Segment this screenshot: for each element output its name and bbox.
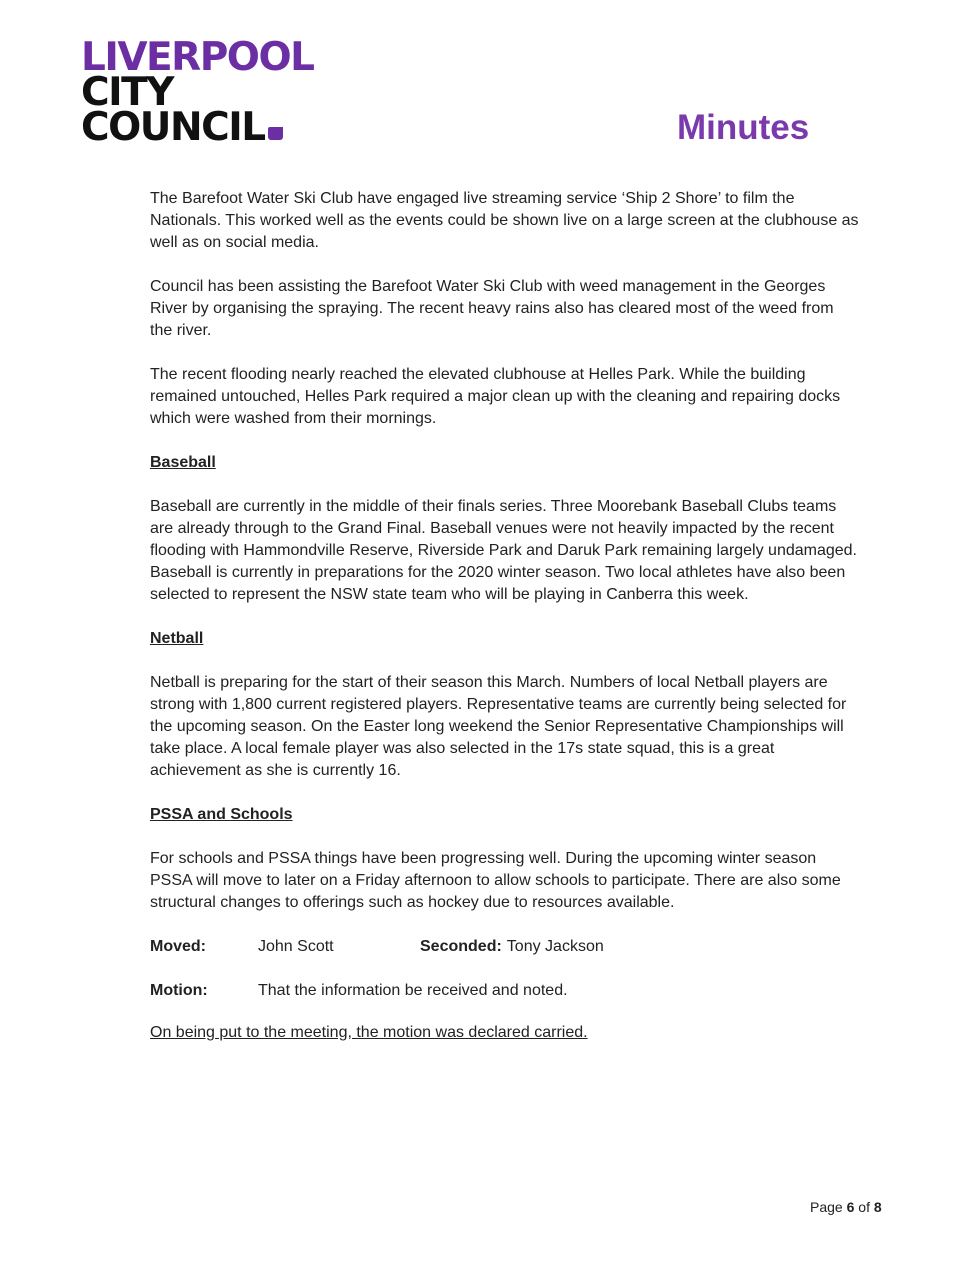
seconded-by: Tony Jackson xyxy=(506,938,604,955)
page-current: 6 xyxy=(846,1199,855,1215)
motion-label: Motion: xyxy=(150,982,208,999)
moved-label: Moved: xyxy=(150,938,206,955)
logo-mark-icon xyxy=(268,127,283,140)
paragraph-netball: Netball is preparing for the start of their season this March. Numbers of local Netball players are strong with 1,800 current registered players. Representative teams are currently being selected for the upcoming season. On the Easter long weekend the Senior Representative Championships will take place. A local female player was also selected in the 17s state squad, this is a great achievement as she is currently 16. xyxy=(150,674,847,779)
paragraph-live-streaming: The Barefoot Water Ski Club have engaged live streaming service ‘Ship 2 Shore’ to film the Nationals. This worked well as the events could be shown live on a large screen at the clubhouse as well as on social media. xyxy=(150,190,859,251)
heading-baseball: Baseball xyxy=(150,454,216,471)
of-word: of xyxy=(858,1199,870,1215)
paragraph-weed-management: Council has been assisting the Barefoot Water Ski Club with weed management in the Georges River by organising the spraying. The recent heavy rains also has cleared most of the weed from the river. xyxy=(150,278,834,339)
logo-line-council xyxy=(81,105,313,150)
heading-netball: Netball xyxy=(150,630,204,647)
logo-line-liverpool: LIVERPOOL xyxy=(81,35,314,80)
page-total: 8 xyxy=(873,1199,882,1215)
moved-by: John Scott xyxy=(258,938,334,955)
logo-line-city: CITY xyxy=(81,70,173,115)
logo-council-text: COUNCIL xyxy=(81,105,265,150)
minutes-body xyxy=(150,188,860,1044)
motion-declaration: On being put to the meeting, the motion was declared carried. xyxy=(150,1024,588,1041)
council-logo xyxy=(81,35,314,150)
paragraph-baseball: Baseball are currently in the middle of their finals series. Three Moorebank Baseball Clubs teams are already through to the Grand Final. Baseball venues were not heavily impacted by the recent flooding with Hammondville Reserve, Riverside Park and Daruk Park remaining largely undamaged. Baseball is currently in preparations for the 2020 winter season. Two local athletes have also been selected to represent the NSW state team who will be playing in Canberra this week. xyxy=(150,498,857,603)
moved-seconded-row xyxy=(150,936,860,958)
motion-text: That the information be received and noted. xyxy=(258,982,568,999)
seconded-label: Seconded: xyxy=(420,938,502,955)
motion-row xyxy=(150,980,860,1002)
heading-pssa-schools: PSSA and Schools xyxy=(150,806,293,823)
page-word: Page xyxy=(810,1199,843,1215)
paragraph-pssa-schools: For schools and PSSA things have been progressing well. During the upcoming winter season PSSA will move to later on a Friday afternoon to allow schools to participate. There are also some structural changes to offerings such as hockey due to resources available. xyxy=(150,850,841,911)
document-title: Minutes xyxy=(677,108,810,147)
paragraph-flooding: The recent flooding nearly reached the elevated clubhouse at Helles Park. While the building remained untouched, Helles Park required a major clean up with the cleaning and repairing docks which were washed from their mornings. xyxy=(150,366,841,427)
page-number xyxy=(810,1199,882,1215)
